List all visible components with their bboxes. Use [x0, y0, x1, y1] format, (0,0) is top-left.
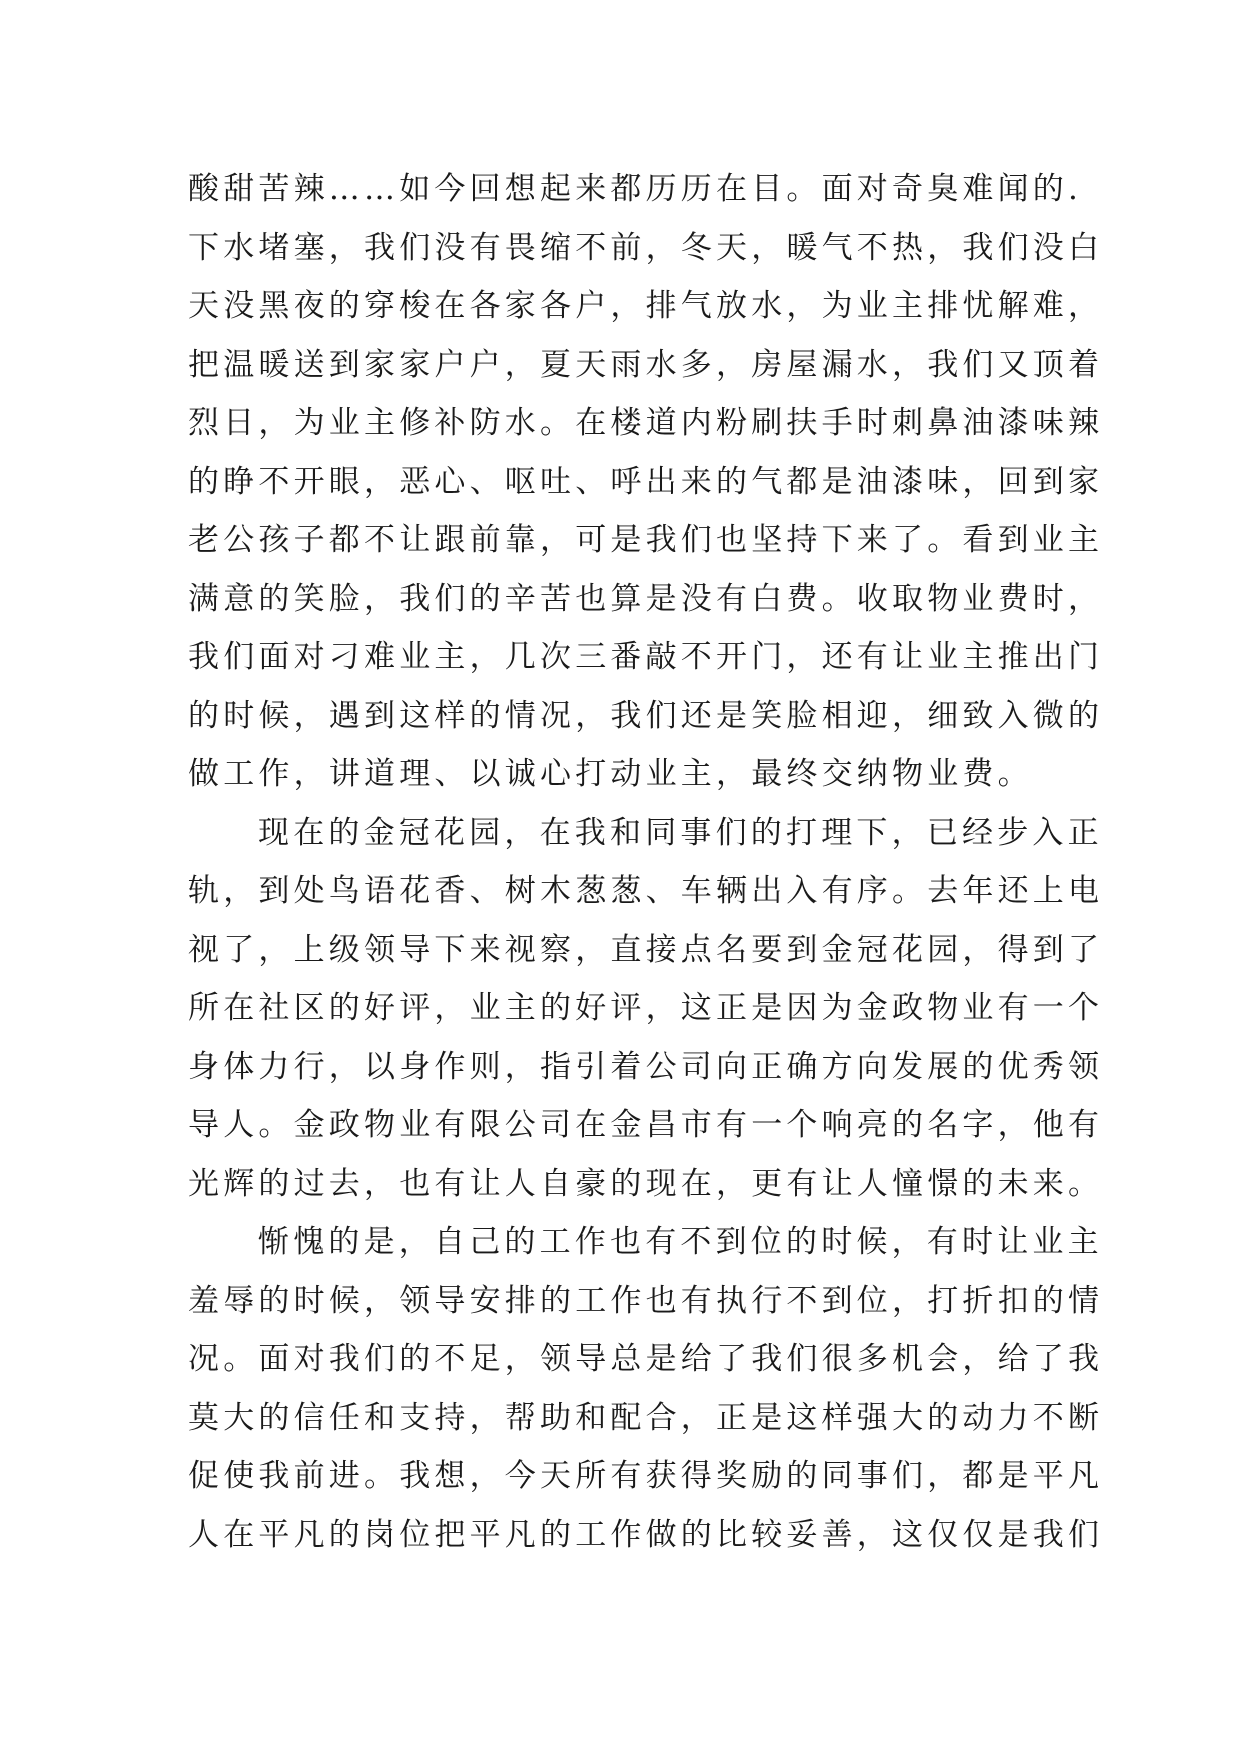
text-line: 视了，上级领导下来视察，直接点名要到金冠花园，得到了 [188, 931, 1104, 968]
text-line: 的时候，遇到这样的情况，我们还是笑脸相迎，细致入微的 [188, 697, 1104, 734]
text-line: 天没黑夜的穿梭在各家各户，排气放水，为业主排忧解难， [188, 288, 1104, 324]
text-line: 酸甜苦辣……如今回想起来都历历在目。面对奇臭难闻的. [188, 171, 1083, 207]
text-line: 我们面对刁难业主，几次三番敲不开门，还有让业主推出门 [188, 639, 1104, 675]
text-line: 羞辱的时候，领导安排的工作也有执行不到位，打折扣的情 [188, 1282, 1104, 1319]
paragraph-first-line: 惭愧的是，自己的工作也有不到位的时候，有时让业主 [258, 1224, 1103, 1260]
paragraph-first-line: 现在的金冠花园，在我和同事们的打理下，已经步入正 [258, 814, 1103, 851]
text-line: 身体力行，以身作则，指引着公司向正确方向发展的优秀领 [188, 1048, 1104, 1085]
body-text [188, 160, 1104, 1564]
text-line: 轨，到处鸟语花香、树木葱葱、车辆出入有序。去年还上电 [188, 873, 1104, 909]
text-line: 莫大的信任和支持，帮助和配合，正是这样强大的动力不断 [188, 1399, 1104, 1436]
text-line: 老公孩子都不让跟前靠，可是我们也坚持下来了。看到业主 [188, 522, 1104, 558]
text-line: 把温暖送到家家户户，夏天雨水多，房屋漏水，我们又顶着 [188, 346, 1104, 383]
text-line: 满意的笑脸，我们的辛苦也算是没有白费。收取物业费时， [188, 580, 1104, 617]
text-line: 的睁不开眼，恶心、呕吐、呼出来的气都是油漆味，回到家 [188, 463, 1104, 500]
text-line: 下水堵塞，我们没有畏缩不前，冬天，暖气不热，我们没白 [188, 229, 1104, 266]
text-line: 人在平凡的岗位把平凡的工作做的比较妥善，这仅仅是我们 [188, 1516, 1104, 1553]
text-line: 烈日，为业主修补防水。在楼道内粉刷扶手时刺鼻油漆味辣 [188, 405, 1104, 441]
text-line: 所在社区的好评，业主的好评，这正是因为金政物业有一个 [188, 990, 1104, 1026]
text-line: 促使我前进。我想，今天所有获得奖励的同事们，都是平凡 [188, 1458, 1104, 1494]
text-line: 光辉的过去，也有让人自豪的现在，更有让人憧憬的未来。 [188, 1165, 1104, 1202]
text-line: 导人。金政物业有限公司在金昌市有一个响亮的名字，他有 [188, 1107, 1104, 1143]
text-line: 况。面对我们的不足，领导总是给了我们很多机会，给了我 [188, 1341, 1104, 1377]
text-line: 做工作，讲道理、以诚心打动业主，最终交纳物业费。 [188, 756, 1033, 792]
